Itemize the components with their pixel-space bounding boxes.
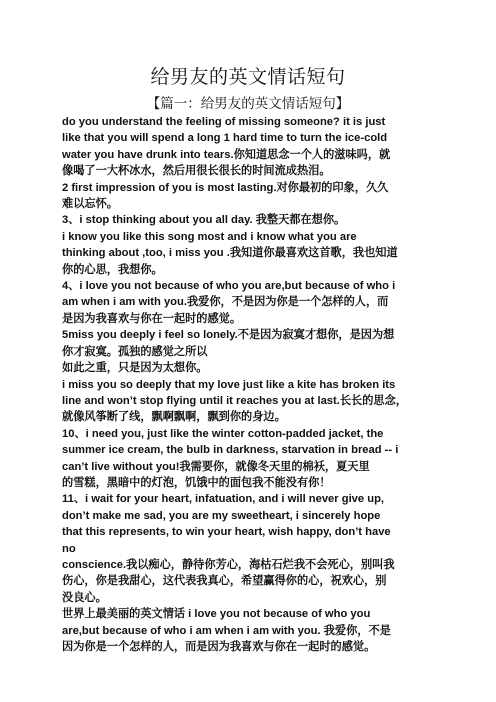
text-line: 4、i love you not because of who you are,but because of who i <box>62 280 396 293</box>
text-line: no <box>62 542 76 555</box>
text-line: 难以忘怀。 <box>62 198 118 211</box>
text-line: 如此之重，只是因为太想你。 <box>62 362 208 375</box>
text-line: conscience.我以痴心，静待你芳心，海枯石烂我不会死心，别叫我 <box>62 558 395 571</box>
text-line: am when i am with you.我爱你，不是因为你是一个怎样的人，而 <box>62 296 389 309</box>
document-body <box>62 114 440 655</box>
text-line: summer ice cream, the bulb in darkness, starvation in bread -- i <box>62 444 399 457</box>
text-line: like that you will spend a long 1 hard time to turn the ice-cold <box>62 132 388 145</box>
document-subtitle: 【篇一：给男友的英文情话短句】 <box>146 96 350 112</box>
text-line: water you have drunk into tears.你知道思念一个人的滋味吗，就 <box>62 148 391 161</box>
text-line: 你的心思，我想你。 <box>62 263 163 276</box>
text-line: 像喝了一大杯冰水，然后用很长很长的时间流成热泪。 <box>62 165 331 178</box>
text-line: i know you like this song most and i know what you are <box>62 230 357 243</box>
text-line: 3、i stop thinking about you all day. 我整天都在想你。 <box>62 214 346 227</box>
text-line: 没良心。 <box>62 591 107 604</box>
text-line: 2 first impression of you is most lasting.对你最初的印象，久久 <box>62 181 389 194</box>
text-line: 的雪糕，黑暗中的灯泡，饥饿中的面包我不能没有你！ <box>62 476 331 489</box>
text-line: line and won’t stop flying until it reaches you at last.长长的思念， <box>62 394 407 407</box>
text-line: 11、i wait for your heart, infatuation, and i will never give up, <box>62 493 385 506</box>
text-line: 5miss you deeply i feel so lonely.不是因为寂寞才想你，是因为想 <box>62 329 395 342</box>
text-line: 因为你是一个怎样的人，而是因为我喜欢与你在一起时的感觉。 <box>62 641 376 653</box>
document-title: 给男友的英文情话短句 <box>150 66 346 88</box>
text-line: that this represents, to win your heart, wish happy, don’t have <box>62 526 391 539</box>
text-line: 是因为我喜欢与你在一起时的感觉。 <box>62 312 242 325</box>
text-line: 就像风筝断了线，飘啊飘啊，飘到你的身边。 <box>62 411 286 424</box>
text-line: are,but because of who i am when i am with you. 我爱你，不是 <box>62 624 391 637</box>
text-line: 你才寂寞。孤独的感觉之所以 <box>62 345 208 358</box>
text-line: can’t live without you!我需要你，就像冬天里的棉袄，夏天里 <box>62 460 370 473</box>
text-line: 伤心，你是我甜心，这代表我真心，希望赢得你的心，祝欢心，别 <box>62 575 387 588</box>
text-line: thinking about ,too, i miss you .我知道你最喜欢这首歌，我也知道 <box>62 247 398 260</box>
text-line: do you understand the feeling of missing someone? it is just <box>62 116 386 128</box>
text-line: 10、i need you, just like the winter cotton-padded jacket, the <box>62 427 384 440</box>
text-line: don’t make me sad, you are my sweetheart, i sincerely hope <box>62 509 381 522</box>
text-line: i miss you so deeply that my love just like a kite has broken its <box>62 378 396 391</box>
text-line: 世界上最美丽的英文情话 i love you not because of who you <box>62 608 371 621</box>
